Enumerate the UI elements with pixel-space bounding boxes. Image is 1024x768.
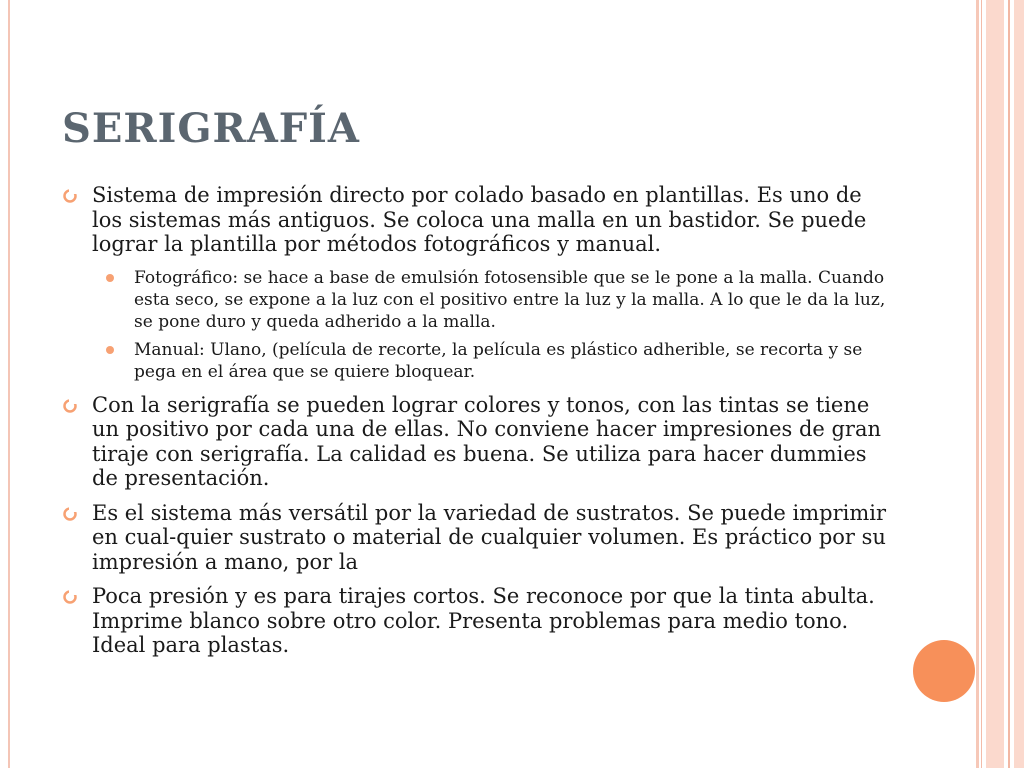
slide-title: SERIGRAFÍA [62, 105, 360, 152]
bullet-text: Sistema de impresión directo por colado basado en plantillas. Es uno de los sistemas más antiguos. Se coloca una malla en un bastidor. Se puede lograr la plantilla por métodos fotográficos y manual. [92, 183, 867, 256]
ring-bullet-icon [62, 589, 78, 605]
dot-bullet-icon [106, 346, 114, 354]
ring-bullet-icon [62, 398, 78, 414]
ring-bullet-icon [62, 188, 78, 204]
right-decorative-stripes [972, 0, 1024, 768]
stripe [1008, 0, 1010, 768]
sub-bullet-text: Manual: Ulano, (película de recorte, la película es plástico adherible, se recorta y se pega en el área que se quiere bloquear. [134, 339, 863, 382]
bullet-item [62, 584, 892, 658]
bullet-text: Es el sistema más versátil por la variedad de sustratos. Se puede imprimir en cual-quier sustrato o material de cualquier volumen. Es práctico por su impresión a mano, por la [92, 500, 887, 574]
bullet-item [62, 501, 892, 575]
bullet-item [62, 183, 892, 383]
decorative-orange-circle [913, 640, 975, 702]
bullet-text: Poca presión y es para tirajes cortos. Se reconoce por que la tinta abulta. Imprime blanco sobre otro color. Presenta problemas para medio tono. Ideal para plastas. [92, 584, 875, 657]
dot-bullet-icon [106, 274, 114, 282]
sub-bullet-item [62, 267, 892, 333]
sub-bullet-text: Fotográfico: se hace a base de emulsión fotosensible que se le pone a la malla. Cuando esta seco, se expone a la luz con el positivo entre la luz y la malla. A lo que le da la luz, se pone duro y queda adherido a la malla. [134, 267, 886, 332]
stripe [1014, 0, 1024, 768]
bullet-item [62, 393, 892, 491]
stripe [981, 0, 982, 768]
slide-content [62, 183, 892, 668]
sub-bullet-item [62, 339, 892, 383]
ring-bullet-icon [62, 506, 78, 522]
left-border-line [8, 0, 10, 768]
stripe [986, 0, 1004, 768]
stripe [976, 0, 979, 768]
bullet-text: Con la serigrafía se pueden lograr colores y tonos, con las tintas se tiene un positivo por cada una de ellas. No conviene hacer impresiones de gran tiraje con serigrafía. La calidad es buena. Se utiliza para hacer dummies de presentación. [92, 392, 882, 490]
sub-bullet-list [92, 267, 892, 383]
